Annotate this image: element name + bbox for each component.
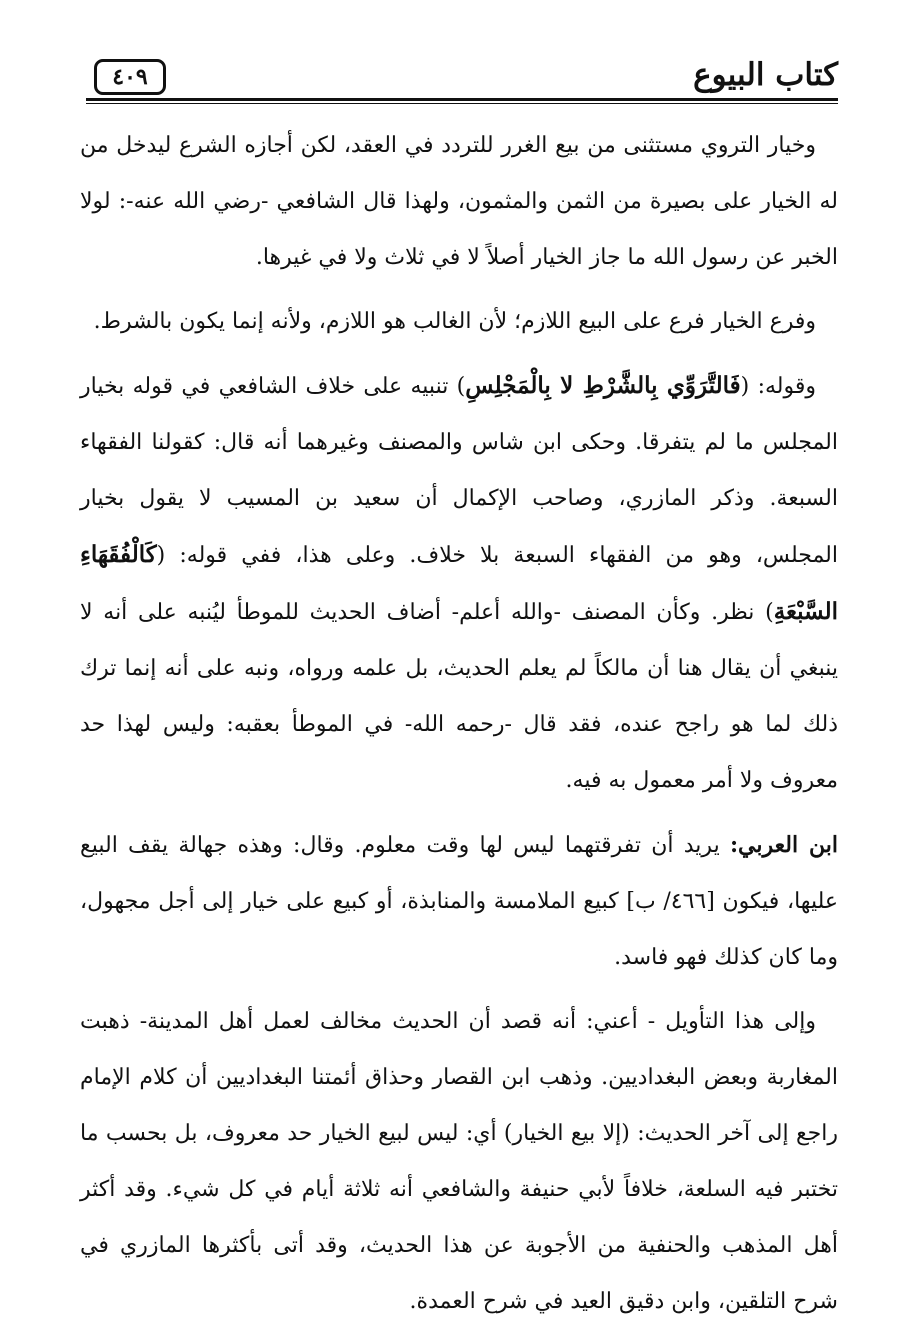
paragraph-3-middle: ) تنبيه على خلاف الشافعي في قوله بخيار المجلس ما لم يتفرقا. وحكى ابن شاس والمصنف وغيرهما أنه قال: كقولنا الفقهاء السبعة. وذكر المازري، وصاحب الإكمال أن سعيد بن المسيب لا يقول بخيار المجلس، وهو من الفقهاء السبعة بلا خلاف. وعلى هذا، ففي قوله: (	[80, 374, 838, 568]
chapter-title: كتاب البيوع	[693, 57, 838, 93]
paragraph-5: وإلى هذا التأويل - أعني: أنه قصد أن الحديث مخالف لعمل أهل المدينة- ذهبت المغاربة وبعض البغداديين. وذهب ابن القصار وحذاق أئمتنا البغداديين أن كلام الإمام راجع إلى آخر الحديث: (إلا بيع الخيار) أي: ليس لبيع الخيار حد معروف، بل بحسب ما تختبر فيه السلعة، خلافاً لأبي حنيفة والشافعي أنه ثلاثة أيام في كل شيء. وقد أكثر أهل المذهب والحنفية من الأجوبة عن هذا الحديث، وقد أتى بأكثرها المازري في شرح التلقين، وابن دقيق العيد في شرح العمدة.	[80, 1009, 838, 1314]
paragraph-4-text: يريد أن تفرقتهما ليس لها وقت معلوم. وقال: وهذه جهالة يقف البيع عليها، فيكون [٤٦٦/ ب] كبيع الملامسة والمنابذة، أو كبيع على خيار إلى أجل مجهول، وما كان كذلك فهو فاسد.	[80, 833, 838, 970]
page-number-box	[94, 59, 166, 95]
paragraph-3-start: وقوله: (	[740, 374, 816, 399]
quoted-text-1: فَالتَّرَوِّي بِالشَّرْطِ لا بِالْمَجْلِسِ	[465, 372, 741, 399]
paragraph-3	[80, 358, 838, 809]
paragraph-4	[80, 817, 838, 986]
paragraph-3-end: ) نظر. وكأن المصنف -والله أعلم- أضاف الحديث للموطأ ليُنبه على أنه لا ينبغي أن يقال هنا أن مالكاً لم يعلم الحديث، بل علمه ورواه، ونبه على أنه إنما ترك ذلك لما هو راجح عنده، فقد قال -رحمه الله- في الموطأ بعقبه: وليس لهذا حد معروف ولا أمر معمول به فيه.	[80, 600, 838, 793]
page-number: ٤٠٩	[112, 64, 148, 90]
quoted-text-2: كَالْفُقَهَاءِ السَّبْعَةِ	[80, 541, 838, 625]
paragraph-1: وخيار التروي مستثنى من بيع الغرر للتردد في العقد، لكن أجازه الشرع ليدخل من له الخيار على بصيرة من الثمن والمثمون، ولهذا قال الشافعي -رضي الله عنه-: لولا الخبر عن رسول الله ما جاز الخيار أصلاً لا في ثلاث ولا في غيرها.	[80, 133, 838, 270]
page-body	[80, 118, 838, 1338]
header-divider	[86, 98, 838, 104]
paragraph-2: وفرع الخيار فرع على البيع اللازم؛ لأن الغالب هو اللازم، ولأنه إنما يكون بالشرط.	[93, 309, 816, 334]
page-header	[86, 55, 838, 107]
cited-author: ابن العربي:	[729, 832, 838, 858]
